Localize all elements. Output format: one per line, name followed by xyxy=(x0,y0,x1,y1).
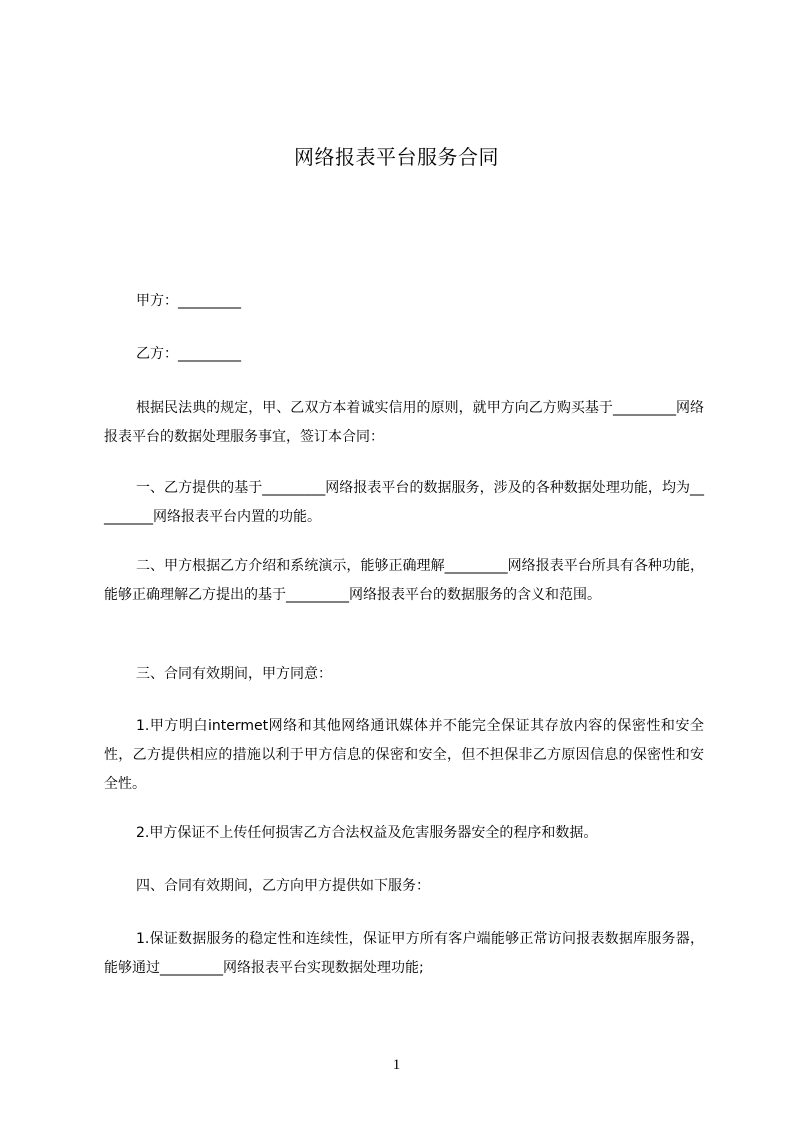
clause-3-item-1: 1.甲方明白intermet网络和其他网络通讯媒体并不能完全保证其存放内容的保密性和安全性，乙方提供相应的措施以利于甲方信息的保密和安全，但不担保非乙方原因信息的保密性和安全性。 xyxy=(104,718,704,792)
clause-3-heading: 三、合同有效期间，甲方同意： xyxy=(136,666,332,682)
party-b-line: 乙方：_________ xyxy=(136,346,241,362)
clause-3-item-2: 2.甲方保证不上传任何损害乙方合法权益及危害服务器安全的程序和数据。 xyxy=(136,825,598,841)
clause-1-paragraph: 一、乙方提供的基于_________网络报表平台的数据服务，涉及的各种数据处理功能，均为_________网络报表平台内置的功能。 xyxy=(104,480,704,525)
intro-paragraph: 根据民法典的规定，甲、乙双方本着诚实信用的原则，就甲方向乙方购买基于_________网络报表平台的数据处理服务事宜，签订本合同： xyxy=(104,400,704,445)
page-number: 1 xyxy=(392,1057,401,1073)
party-a-line: 甲方：_________ xyxy=(136,293,241,309)
clause-4-item-1: 1.保证数据服务的稳定性和连续性，保证甲方所有客户端能够正常访问报表数据库服务器，能够通过_________网络报表平台实现数据处理功能; xyxy=(104,931,704,976)
contract-title: 网络报表平台服务合同 xyxy=(294,145,499,169)
clause-2-paragraph: 二、甲方根据乙方介绍和系统演示，能够正确理解_________网络报表平台所具有各种功能，能够正确理解乙方提出的基于_________网络报表平台的数据服务的含义和范围。 xyxy=(104,558,704,603)
clause-4-heading: 四、合同有效期间，乙方向甲方提供如下服务： xyxy=(136,878,430,894)
